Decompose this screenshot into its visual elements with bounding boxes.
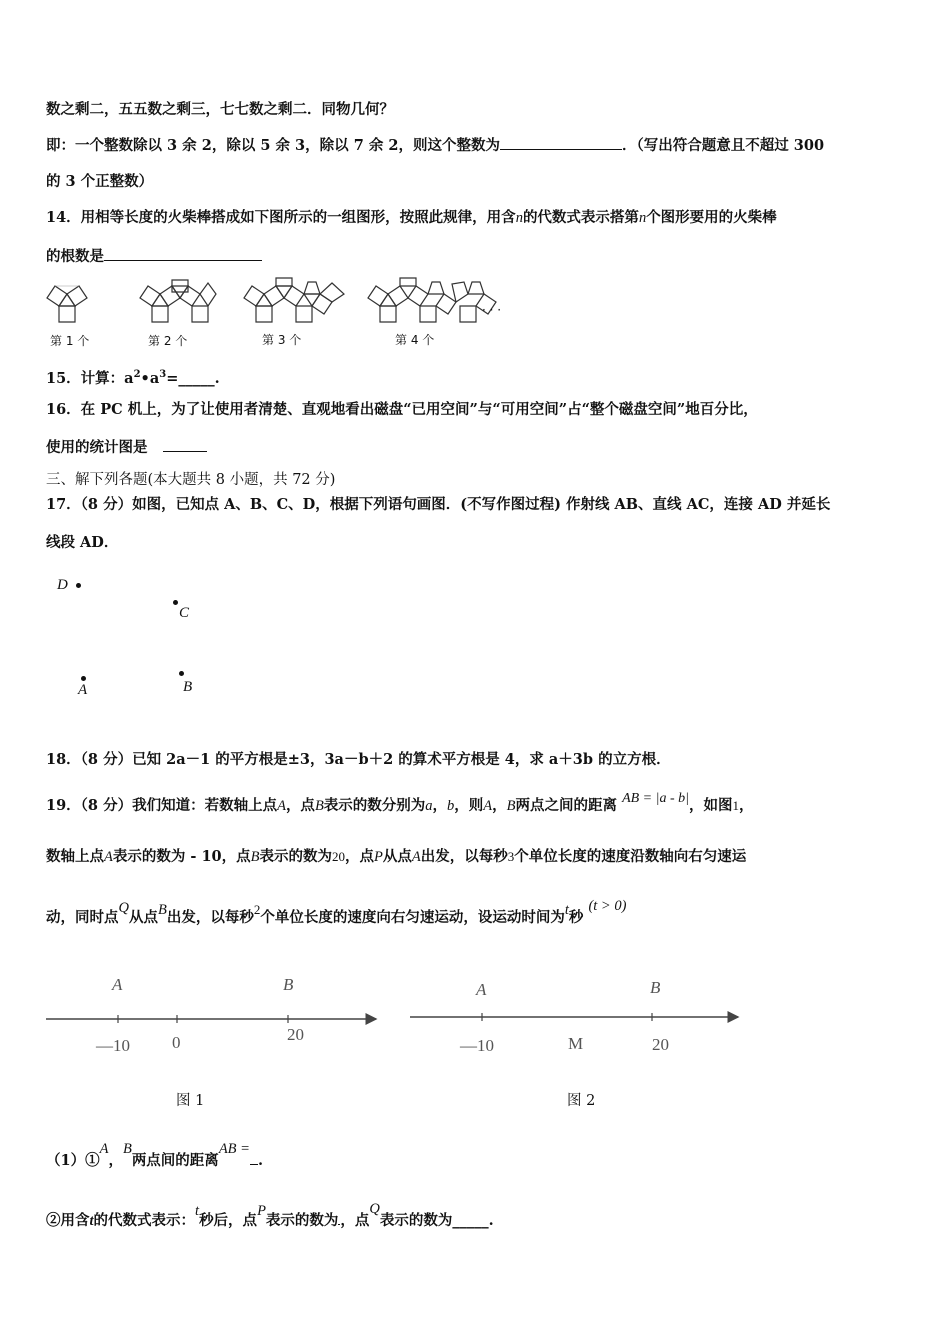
q15-mid: •a (140, 369, 160, 387)
q13-line3: 的 3 个正整数） (46, 173, 154, 190)
fig2-tick-neg10: —10 (460, 1036, 494, 1055)
q19-l3a: 动，同时点 (46, 909, 119, 926)
fig2-caption: 图 2 (567, 1093, 596, 1109)
q19-t6: ，如图 (689, 797, 733, 814)
ellipsis: · · · (482, 303, 502, 317)
q19-l2b: 表示的数为 - 10，点 (112, 848, 251, 865)
fig1-caption: 图 1 (176, 1093, 205, 1109)
q19-l3-B: B (157, 902, 167, 918)
q19-t2: ，点 (285, 797, 315, 814)
part1-A: A (99, 1141, 109, 1157)
section-heading: 三、解下列各题(本大题共 8 小题，共 72 分) (46, 472, 336, 488)
point-c (173, 600, 178, 605)
fig1-label-B: B (283, 975, 294, 994)
q16-line2-text: 使用的统计图是 (46, 439, 148, 456)
point-d (76, 583, 81, 588)
point-b-label: B (183, 679, 193, 695)
q14-line2-text: 的根数是 (46, 248, 104, 265)
q19-tcond: (t > 0) (588, 898, 627, 914)
part1-ab: AB = (218, 1141, 250, 1157)
q19-l2e: 从点 (382, 848, 412, 865)
figure-3-caption: 第 3 个 (262, 333, 302, 347)
point-a (81, 676, 86, 681)
part1-B: B (122, 1141, 132, 1157)
q15-suffix: =_____. (166, 369, 220, 387)
answer-blank[interactable] (163, 437, 207, 452)
distance-formula: AB = |a - b| (622, 791, 689, 806)
q19-t5: 两点之间的距离 (515, 797, 618, 814)
q13-line2-tail: ．（写出符合题意且不超过 300 (621, 137, 825, 154)
part1-end: . (257, 1152, 263, 1169)
part2-a6: 表示的数为_____. (379, 1212, 494, 1229)
q13-line1: 数之剩二，五五数之剩三，七七数之剩二．同物几何？ (46, 101, 394, 118)
q19-comma2: ， (492, 797, 507, 814)
q19-comma: ， (432, 797, 448, 814)
q15-exp2: 3 (159, 369, 167, 380)
q19-l3d: 个单位长度的速度向右匀速运动，设运动时间为 (260, 909, 565, 926)
part1-a2: 两点间的距离 (131, 1152, 219, 1169)
figure-3 (244, 278, 344, 322)
q19-B: B (314, 798, 324, 814)
q19-t4: ，则 (454, 797, 484, 814)
q19-l3e: 秒 (568, 909, 584, 926)
q19-A: A (277, 798, 286, 814)
q19-l2-B: B (250, 849, 260, 865)
q19-l2g: 个单位长度的速度沿数轴向右匀速运 (514, 848, 747, 865)
q19-twenty: 20 (332, 849, 346, 864)
figure-4 (368, 278, 496, 322)
point-d-label: D (57, 577, 68, 593)
part2-a3: 秒后，点 (199, 1212, 258, 1229)
q16-line1: 16．在 PC 机上，为了让使用者清楚、直观地看出磁盘“已用空间”与“可用空间”占“整个磁盘空间”地百分比， (46, 401, 758, 418)
q13-line2-text: 即：一个整数除以 3 余 2，除以 5 余 3，除以 7 余 2，则这个整数为 (46, 137, 500, 154)
q19-three: 3 (507, 849, 515, 864)
point-c-label: C (179, 605, 190, 621)
part2-a5: ，点 (340, 1212, 370, 1229)
q19-l2f: 出发，以每秒 (420, 848, 508, 865)
q19-t1: 19．（8 分）我们知道：若数轴上点 (46, 797, 278, 814)
q19-l3b: 从点 (128, 909, 158, 926)
fig2-tick-M: M (568, 1034, 584, 1053)
part2-t: t (89, 1213, 94, 1229)
q19-t3: 表示的数分别为 (323, 797, 426, 814)
q14-text-c: 个图形要用的火柴棒 (646, 209, 777, 226)
fig1-tick-neg10: —10 (96, 1036, 130, 1055)
q14-line2 (46, 246, 262, 267)
q19-l3c: 出发，以每秒 (166, 909, 254, 926)
point-a-label: A (78, 682, 88, 698)
q19-line3 (46, 898, 627, 928)
q19-l2a: 数轴上点 (46, 848, 104, 865)
q14-line1 (46, 208, 777, 228)
fig2-label-B: B (650, 978, 661, 997)
fig1-tick-0: 0 (172, 1033, 181, 1052)
part2-t2: t (195, 1203, 200, 1219)
q19-P: P (374, 849, 383, 865)
point-b (179, 671, 184, 676)
q19-a: a (425, 798, 433, 814)
q19-two: 2 (253, 902, 261, 917)
answer-blank[interactable] (104, 246, 262, 261)
q19-A2: A (483, 798, 493, 814)
q19-Q: Q (118, 900, 129, 916)
q15-prefix: 15．计算：a (46, 369, 134, 387)
q19-l2d: ，点 (345, 848, 375, 865)
q19-l2c: 表示的数为 (259, 848, 333, 865)
q14-var-n2: n (638, 210, 647, 226)
part1-sep: ， (108, 1152, 123, 1169)
q14-text-b: 的代数式表示搭第 (522, 209, 639, 226)
figure-2-caption: 第 2 个 (148, 334, 188, 348)
fig1-label-A: A (112, 975, 123, 994)
figure-1 (47, 286, 87, 322)
q15 (46, 365, 220, 389)
q14-text-a: 14．用相等长度的火柴棒搭成如下图所示的一组图形，按照此规律，用含 (46, 209, 516, 226)
q19-comma3: ， (739, 797, 754, 814)
q19-one: 1 (732, 798, 739, 813)
q19-line2 (46, 847, 746, 867)
answer-blank[interactable] (250, 1150, 258, 1165)
part1-a1: （1）① (46, 1152, 100, 1169)
part2-line (46, 1201, 494, 1231)
part1-line (46, 1141, 263, 1171)
q15-exp1: 2 (133, 369, 141, 380)
q19-l2-A: A (104, 849, 113, 865)
q13-line2 (46, 135, 824, 156)
q19-line1 (46, 791, 754, 817)
part2-a1: ②用含 (46, 1212, 90, 1229)
figure-2 (140, 280, 216, 322)
q19-t: t (564, 902, 569, 918)
fig1-tick-20: 20 (287, 1025, 304, 1044)
q16-line2 (46, 437, 207, 458)
q19-B2: B (506, 798, 516, 814)
part2-Q: Q (369, 1201, 380, 1217)
figure-4-caption: 第 4 个 (395, 333, 435, 347)
answer-blank[interactable] (500, 135, 622, 150)
q17-line2: 线段 AD． (46, 534, 119, 551)
fig2-tick-20: 20 (652, 1035, 669, 1054)
figure-1-caption: 第 1 个 (50, 334, 90, 348)
q19-l2-A2: A (411, 849, 421, 865)
fig2-label-A: A (476, 980, 487, 999)
q17-line1: 17．（8 分）如图，已知点 A、B、C、D，根据下列语句画图．(不写作图过程) 作射线 AB、直线 AC，连接 AD 并延长 (46, 496, 831, 513)
part2-a2: 的代数式表示： (93, 1212, 196, 1229)
q14-var-n: n (515, 210, 523, 226)
q19-b: b (447, 798, 455, 814)
part2-P: P (257, 1203, 266, 1219)
part2-a4: 表示的数为 (265, 1212, 339, 1229)
q18: 18．（8 分）已知 2a－1 的平方根是±3，3a－b＋2 的算术平方根是 4，求 a＋3b 的立方根． (46, 751, 671, 768)
